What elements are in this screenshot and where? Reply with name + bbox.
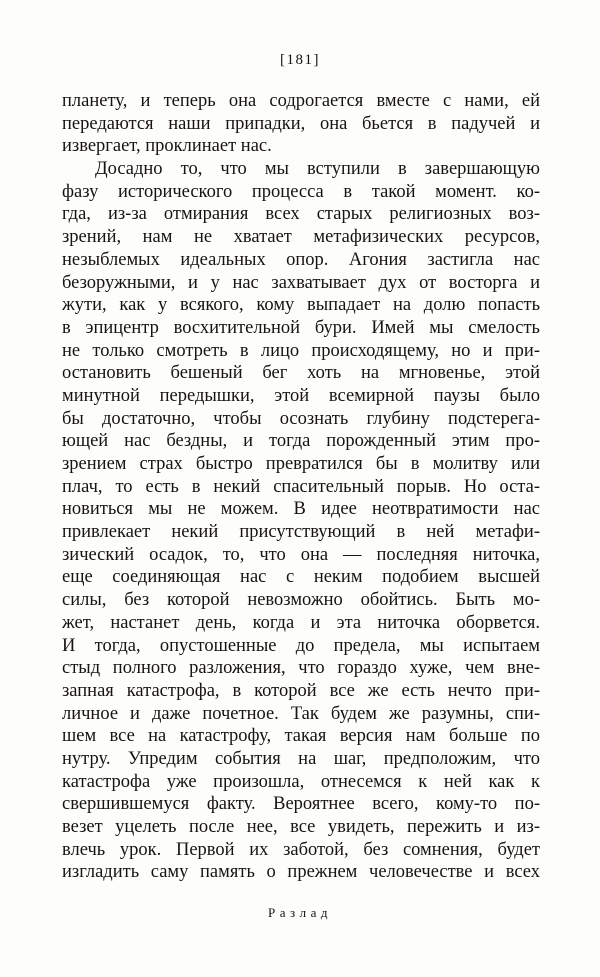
text-line: И тогда, опустошенные до предела, мы испытаем (62, 635, 540, 656)
text-line: нутру. Упредим события на шаг, предположим, что (62, 748, 540, 769)
text-line: планету, и теперь она содрогается вместе с нами, ей (62, 91, 540, 111)
text-line: в эпицентр восхитительной бури. Имей мы смелость (62, 317, 540, 338)
text-line: зрением страх быстро превратился бы в молитву или (62, 454, 540, 474)
text-line: свершившемуся факту. Вероятнее всего, кому-то по- (62, 794, 540, 815)
text-line: еще соединяющая нас с неким подобием высшей (62, 567, 540, 588)
text-line: фазу исторического процесса в такой момент. ко- (62, 181, 540, 202)
text-line: влечь урок. Первой их заботой, без сомнения, будет (62, 839, 540, 860)
text-line: катастрофа уже произошла, отнесемся к ней как к (62, 771, 540, 792)
text-line: везет уцелеть после нее, все увидеть, пережить и из- (62, 817, 540, 837)
running-footer-title: Разлад (267, 905, 332, 920)
text-line: незыблемых идеальных опор. Агония застигла нас (62, 249, 540, 270)
text-line: изгладить саму память о прежнем человечестве и всех (62, 862, 540, 883)
text-line: жет, настанет день, когда и эта ниточка оборвется. (62, 612, 540, 633)
text-line: не только смотреть в лицо происходящему, но и при- (62, 340, 540, 361)
text-line: запная катастрофа, в которой все же есть нечто при- (62, 680, 540, 701)
page-number: [181] (280, 52, 320, 68)
text-line: передаются наши припадки, она бьется в падучей и (62, 113, 540, 134)
text-line: силы, без которой невозможно обойтись. Быть мо- (62, 590, 540, 611)
text-line: зрений, нам не хватает метафизических ресурсов, (62, 227, 540, 248)
text-line: новиться мы не можем. В идее неотвратимости нас (62, 499, 540, 520)
text-line: извергает, проклинает нас. (62, 136, 272, 157)
text-line: плач, то есть в некий спасительный порыв. Но оста- (62, 476, 540, 497)
text-line: ющей нас бездны, и тогда порожденный этим про- (62, 431, 540, 452)
text-line: гда, из-за отмирания всех старых религиозных воз- (62, 204, 540, 225)
text-line: остановить бешеный бег хоть на мгновенье, этой (62, 363, 540, 384)
text-line: зический осадок, то, что она — последняя ниточка, (62, 544, 540, 565)
text-line: безоружными, и у нас захватывает дух от восторга и (62, 272, 540, 293)
text-line: минутной передышки, этой всемирной паузы было (62, 385, 540, 406)
text-block (62, 90, 540, 884)
text-line: бы достаточно, чтобы осознать глубину подстерега- (62, 408, 540, 429)
text-line: привлекает некий присутствующий в ней метафи- (62, 522, 540, 543)
text-line: стыд полного разложения, что гораздо хуже, чем вне- (62, 658, 540, 679)
text-line: жути, как у всякого, кому выпадает на долю попасть (62, 295, 540, 316)
text-line: Досадно то, что мы вступили в завершающую (95, 159, 540, 180)
text-line: шем все на катастрофу, такая версия нам больше по (62, 726, 540, 747)
text-line: личное и даже почетное. Так будем же разумны, спи- (62, 703, 540, 724)
